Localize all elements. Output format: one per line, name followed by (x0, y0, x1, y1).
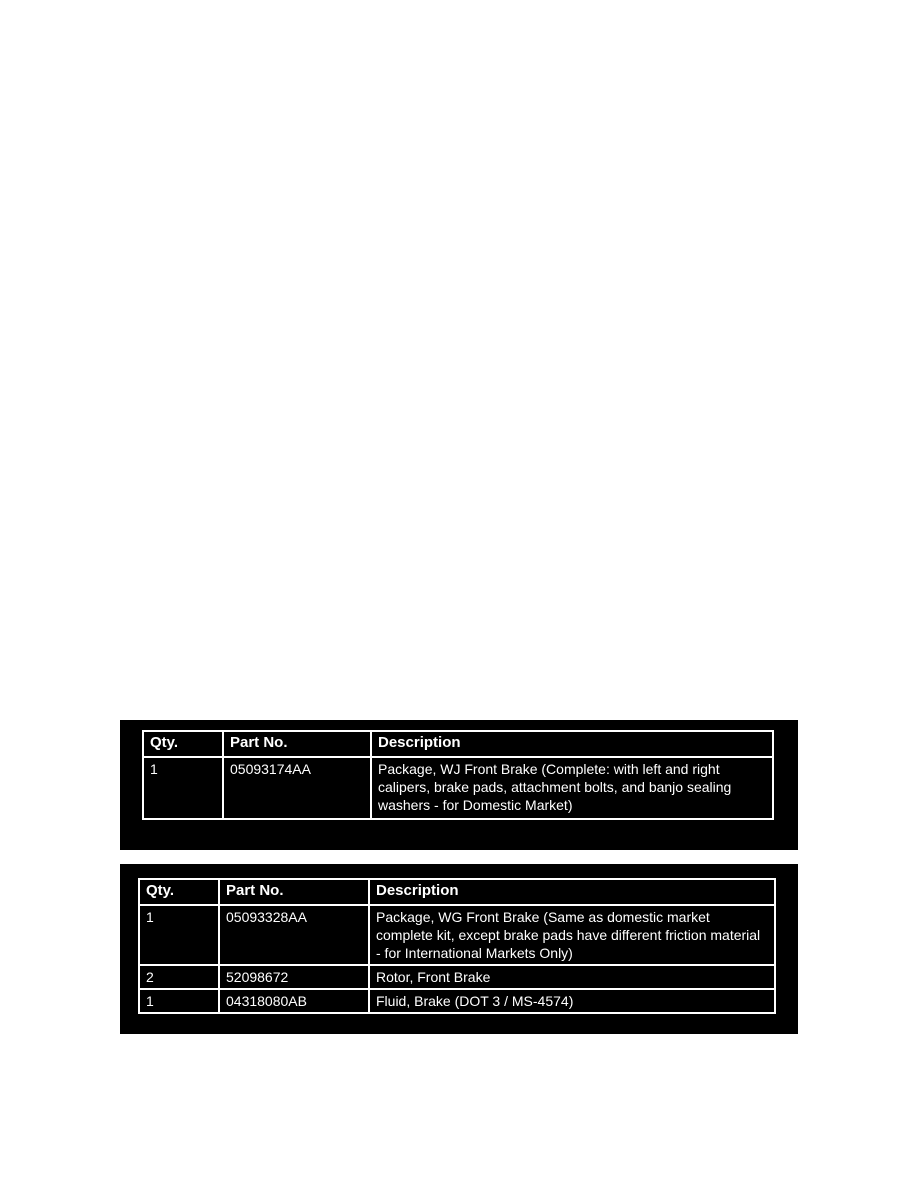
parts-table-panel-1 (120, 720, 798, 850)
cell-qty: 2 (139, 965, 219, 989)
column-header-qty: Qty. (139, 879, 219, 905)
column-header-part-no: Part No. (223, 731, 371, 757)
cell-part-no: 52098672 (219, 965, 369, 989)
table-header-row (139, 879, 775, 905)
cell-description: Fluid, Brake (DOT 3 / MS-4574) (369, 989, 775, 1013)
column-header-description: Description (371, 731, 773, 757)
cell-description: Package, WJ Front Brake (Complete: with left and right calipers, brake pads, attachment bolts, and banjo sealing washers - for Domestic Market) (371, 757, 773, 819)
cell-qty: 1 (143, 757, 223, 819)
table-row (139, 905, 775, 965)
cell-description: Package, WG Front Brake (Same as domestic market complete kit, except brake pads have different friction material - for International Markets Only) (369, 905, 775, 965)
cell-qty: 1 (139, 905, 219, 965)
table-row (143, 757, 773, 819)
cell-part-no: 05093328AA (219, 905, 369, 965)
cell-qty: 1 (139, 989, 219, 1013)
table-row (139, 965, 775, 989)
cell-part-no: 05093174AA (223, 757, 371, 819)
column-header-description: Description (369, 879, 775, 905)
parts-table-2 (138, 878, 776, 1014)
cell-part-no: 04318080AB (219, 989, 369, 1013)
table-header-row (143, 731, 773, 757)
column-header-qty: Qty. (143, 731, 223, 757)
parts-table-panel-2 (120, 864, 798, 1034)
cell-description: Rotor, Front Brake (369, 965, 775, 989)
parts-table-1 (142, 730, 774, 820)
table-row (139, 989, 775, 1013)
column-header-part-no: Part No. (219, 879, 369, 905)
